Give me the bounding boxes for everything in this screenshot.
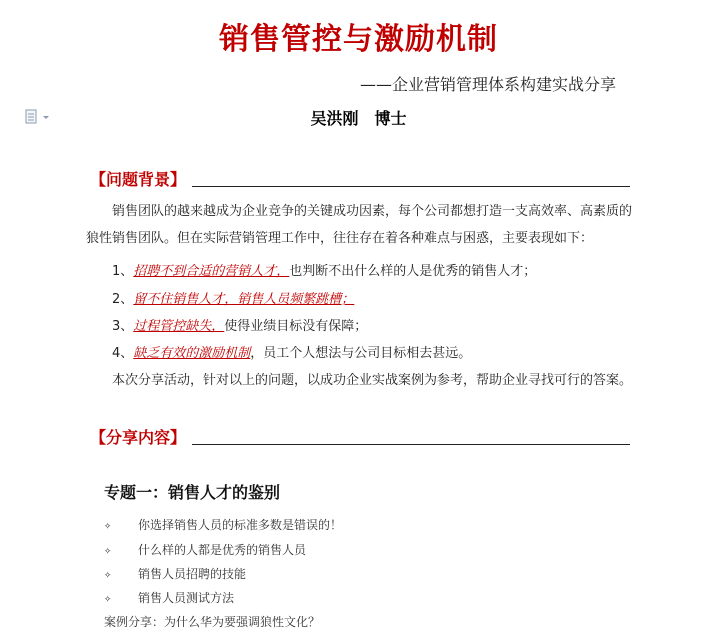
section-heading-label: 【分享内容】 — [90, 428, 187, 447]
section-heading-background — [90, 167, 630, 190]
item-highlight: 留不住销售人才，销售人员频繁跳槽； — [133, 292, 355, 307]
item-text: ，员工个人想法与公司目标相去甚远。 — [250, 346, 472, 361]
heading-rule — [192, 443, 630, 445]
item-text: 也判断不出什么样的人是优秀的销售人才； — [289, 264, 537, 279]
bullet-item — [104, 516, 342, 533]
bullet-item — [104, 565, 246, 582]
item-highlight: 招聘不到合适的营销人才， — [133, 264, 290, 279]
bullet-item — [104, 541, 306, 558]
case-share: 案例分享：为什么华为要强调狼性文化？ — [104, 615, 321, 629]
problem-item — [112, 315, 367, 334]
item-text: 使得业绩目标没有保障； — [224, 319, 368, 334]
problem-item — [112, 342, 471, 361]
bullet-text: 什么样的人都是优秀的销售人员 — [138, 543, 307, 557]
item-highlight: 缺乏有效的激励机制 — [133, 346, 251, 361]
intro-paragraph: 销售团队的越来越成为企业竞争的关键成功因素，每个公司都想打造一支高效率、高素质的狼性销售团队。但在实际营销管理工作中，往往存在着各种难点与困惑，主要表现如下： — [86, 204, 633, 246]
bullet-text: 销售人员测试方法 — [138, 591, 235, 605]
section-heading-label: 【问题背景】 — [90, 170, 187, 189]
problem-item — [112, 260, 536, 279]
heading-rule — [192, 185, 630, 187]
section-heading-content — [90, 425, 630, 448]
diamond-bullet-icon: ✧ — [104, 518, 112, 532]
diamond-bullet-icon: ✧ — [104, 543, 112, 557]
item-highlight: 过程管控缺失， — [133, 319, 225, 334]
item-number: 1、 — [112, 264, 134, 279]
problem-item — [112, 288, 354, 307]
doc-title: 销售管控与激励机制 — [219, 22, 498, 57]
item-number: 4、 — [112, 346, 134, 361]
bullet-item — [104, 589, 234, 606]
doc-subtitle: ——企业营销管理体系构建实战分享 — [360, 75, 617, 94]
item-number: 3、 — [112, 319, 134, 334]
doc-author: 吴洪刚 博士 — [310, 109, 407, 128]
item-number: 2、 — [112, 292, 134, 307]
closing-paragraph: 本次分享活动，针对以上的问题，以成功企业实战案例为参考，帮助企业寻找可行的答案。 — [112, 373, 633, 388]
topic-heading: 专题一：销售人才的鉴别 — [104, 483, 281, 502]
bullet-text: 销售人员招聘的技能 — [138, 567, 247, 581]
diamond-bullet-icon: ✧ — [104, 591, 112, 605]
bullet-text: 你选择销售人员的标准多数是错误的！ — [138, 518, 343, 532]
diamond-bullet-icon: ✧ — [104, 567, 112, 581]
